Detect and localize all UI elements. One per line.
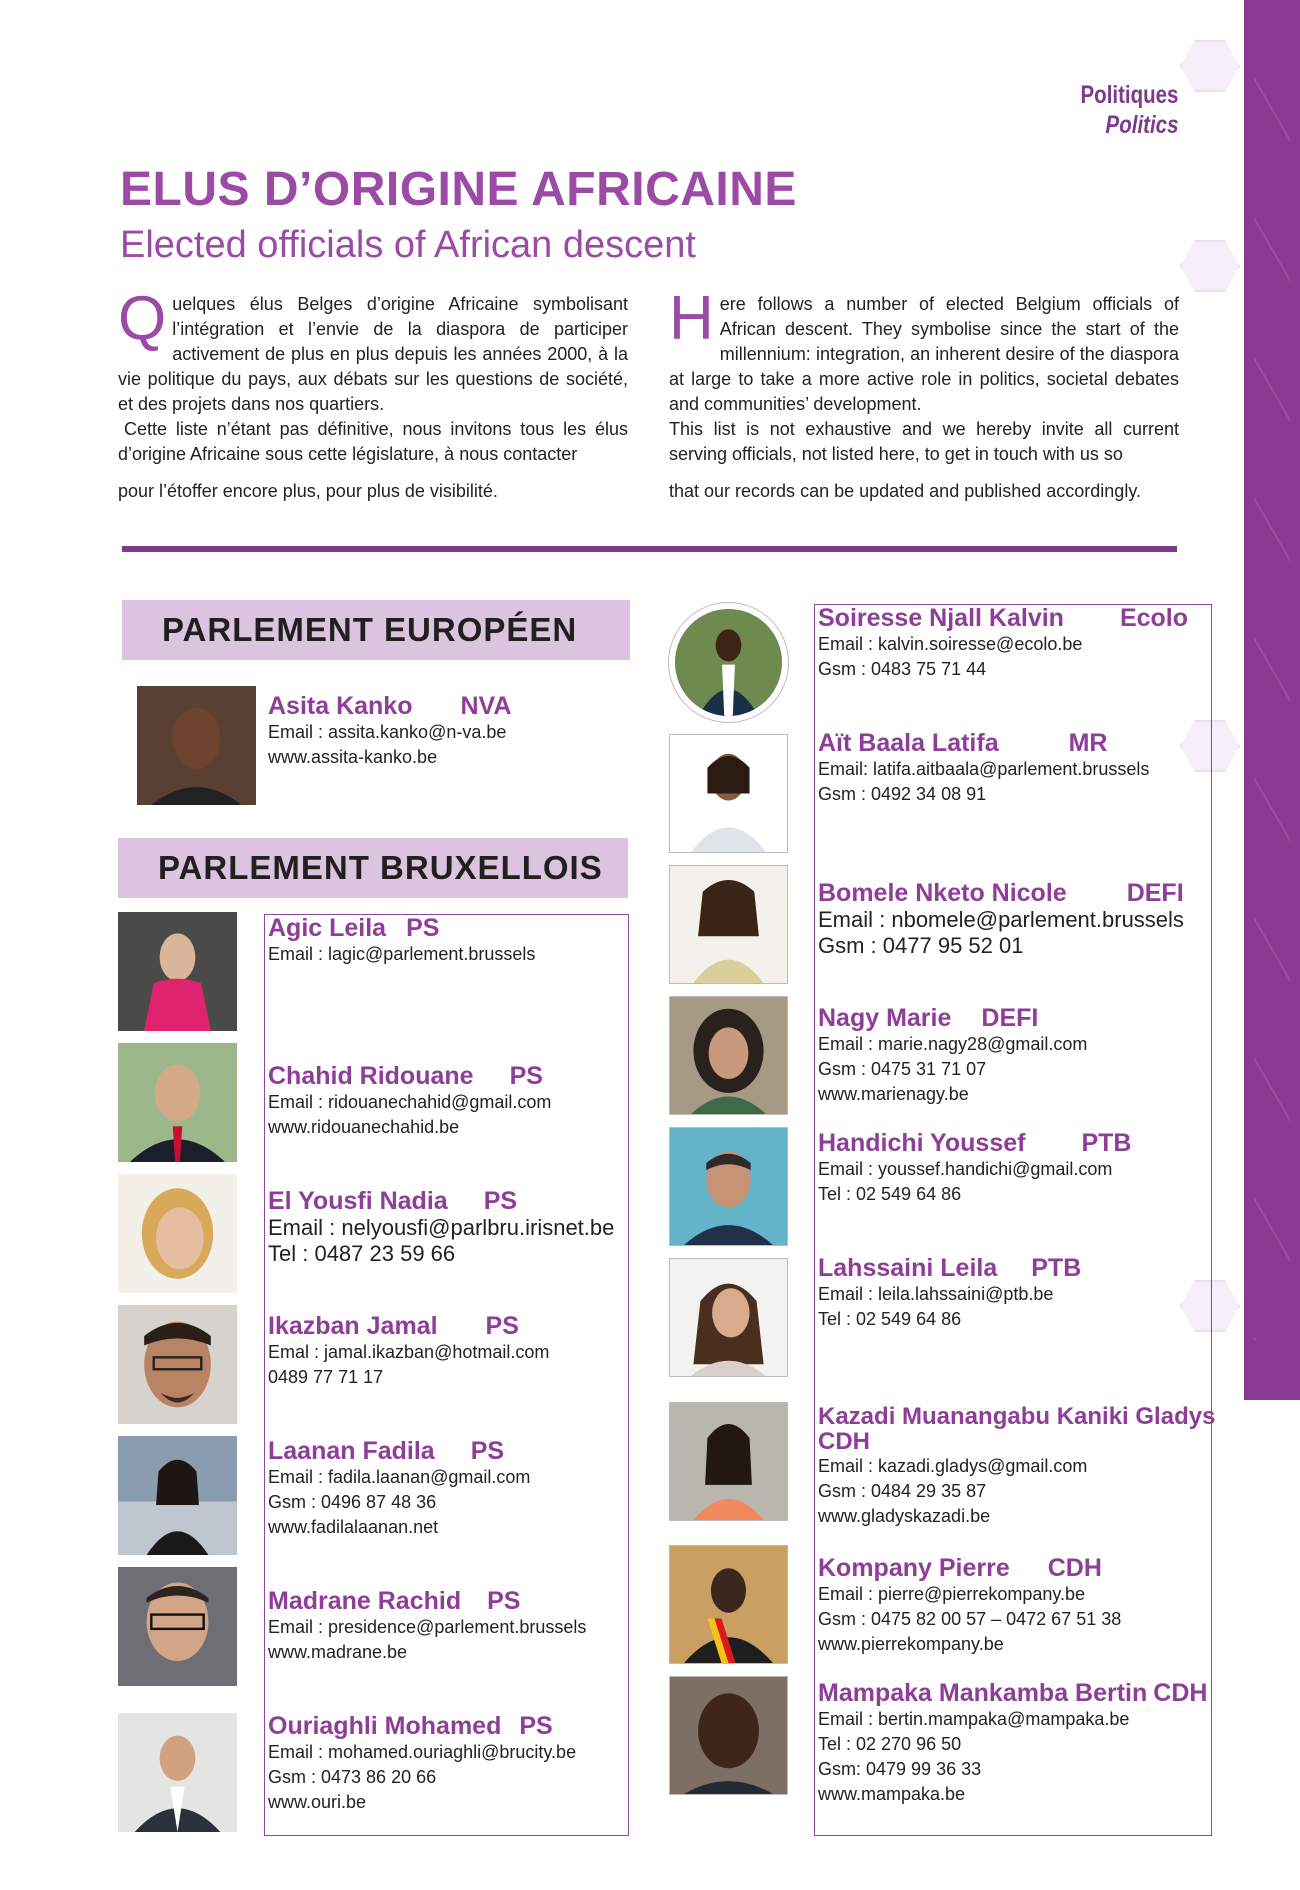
side-decorative-band bbox=[1244, 0, 1300, 1400]
official-entry bbox=[818, 1004, 1087, 1107]
official-name: El Yousfi Nadia PS bbox=[268, 1187, 518, 1215]
contact-email: Email : leila.lahssaini@ptb.be bbox=[818, 1284, 1054, 1304]
contact-phone: Gsm : 0496 87 48 36 bbox=[268, 1492, 437, 1512]
official-name: Agic Leila PS bbox=[268, 914, 440, 942]
portrait-photo bbox=[137, 686, 256, 805]
official-entry bbox=[268, 1437, 530, 1540]
contact-website: www.ridouanechahid.be bbox=[268, 1117, 460, 1137]
page-title: ELUS D’ORIGINE AFRICAINE bbox=[120, 163, 797, 216]
contact-phone: 0489 77 71 17 bbox=[268, 1367, 384, 1387]
contact-phone: Gsm : 0475 82 00 57 – 0472 67 51 38 bbox=[818, 1609, 1122, 1629]
contact-email: Email : marie.nagy28@gmail.com bbox=[818, 1034, 1088, 1054]
section-tag bbox=[1080, 80, 1178, 140]
contact-website: www.madrane.be bbox=[268, 1642, 408, 1662]
party-label: Ecolo bbox=[1119, 604, 1189, 632]
intro-paragraph: Cette liste n’étant pas définitive, nous invitons tous les élus d’origine Africaine sous cette législature, à nous contacter bbox=[118, 419, 628, 464]
contact-email: Email : youssef.handichi@gmail.com bbox=[818, 1159, 1113, 1179]
portrait-photo bbox=[669, 1545, 788, 1664]
official-name: Aït Baala Latifa MR bbox=[818, 729, 1108, 757]
section-tag-fr: Politiques bbox=[1080, 81, 1178, 109]
intro-paragraph: This list is not exhaustive and we hereby invite all current serving officials, not listed here, to get in touch with us so bbox=[669, 419, 1179, 464]
official-name: Kompany Pierre CDH bbox=[818, 1554, 1102, 1582]
official-name: Ikazban Jamal PS bbox=[268, 1312, 519, 1340]
official-entry bbox=[268, 1312, 549, 1390]
portrait-photo bbox=[118, 1305, 237, 1424]
official-entry bbox=[818, 879, 1184, 959]
official-name: Bomele Nketo Nicole DEFI bbox=[818, 879, 1184, 907]
party-label: PS bbox=[406, 914, 440, 942]
intro-paragraph: pour l’étoffer encore plus, pour plus de visibilité. bbox=[118, 481, 498, 501]
party-label: PS bbox=[470, 1437, 505, 1465]
party-label: PS bbox=[519, 1712, 553, 1740]
official-name: Soiresse Njall Kalvin Ecolo bbox=[818, 604, 1189, 632]
contact-website: www.assita-kanko.be bbox=[268, 747, 438, 767]
section-divider bbox=[122, 546, 1177, 552]
portrait-photo bbox=[669, 734, 788, 853]
official-entry bbox=[268, 1587, 586, 1665]
contact-phone: Gsm : 0483 75 71 44 bbox=[818, 659, 987, 679]
band-brussels-parliament: PARLEMENT BRUXELLOIS bbox=[118, 838, 628, 898]
contact-phone: Gsm: 0479 99 36 33 bbox=[818, 1759, 982, 1779]
hexagon-decoration bbox=[1180, 240, 1240, 292]
intro-paragraph: that our records can be updated and published accordingly. bbox=[669, 481, 1141, 501]
party-label: DEFI bbox=[981, 1004, 1039, 1032]
contact-website: www.ouri.be bbox=[268, 1792, 367, 1812]
portrait-photo bbox=[669, 1258, 788, 1377]
official-entry bbox=[818, 1404, 1215, 1529]
official-entry bbox=[818, 1129, 1131, 1207]
portrait-photo bbox=[669, 603, 788, 722]
official-entry bbox=[268, 1187, 614, 1267]
portrait-photo bbox=[669, 996, 788, 1115]
intro-paragraph: ere follows a number of elected Belgium officials of African descent. They symbolise since the start of the millennium: integration, an inherent desire of the diaspora at large to take a more active role in politics, societal debates and communities’ development. bbox=[669, 294, 1179, 414]
contact-website: www.fadilalaanan.net bbox=[268, 1517, 439, 1537]
hexagon-decoration bbox=[1180, 40, 1240, 92]
official-name: Asita Kanko NVA bbox=[268, 692, 512, 720]
contact-email: Email : nbomele@parlement.brussels bbox=[818, 907, 1184, 932]
intro-paragraph: uelques élus Belges d’origine Africaine symbolisant l’intégration et l’envie de la diaspora de participer activement de plus en plus depuis les années 2000, à la vie politique du pays, aux débats sur les questions de société, et des projets dans nos quartiers. bbox=[118, 294, 628, 414]
contact-email: Email : ridouanechahid@gmail.com bbox=[268, 1092, 552, 1112]
portrait-photo bbox=[118, 1174, 237, 1293]
portrait-photo bbox=[669, 865, 788, 984]
official-name: Ouriaghli Mohamed PS bbox=[268, 1712, 553, 1740]
official-name: Kazadi Muanangabu Kaniki Gladys CDH bbox=[818, 1403, 1216, 1455]
party-label: CDH bbox=[1047, 1554, 1102, 1582]
contact-email: Email : fadila.laanan@gmail.com bbox=[268, 1467, 531, 1487]
dropcap-q: Q bbox=[118, 284, 167, 353]
dropcap-h: H bbox=[669, 284, 714, 353]
intro-english bbox=[669, 284, 1179, 504]
party-label: NVA bbox=[460, 692, 512, 720]
contact-email: Email : presidence@parlement.brussels bbox=[268, 1617, 587, 1637]
party-label: PS bbox=[487, 1587, 521, 1615]
contact-email: Email : kalvin.soiresse@ecolo.be bbox=[818, 634, 1083, 654]
contact-phone: Tel : 02 549 64 86 bbox=[818, 1184, 962, 1204]
contact-email: Email : bertin.mampaka@mampaka.be bbox=[818, 1709, 1130, 1729]
page-subtitle: Elected officials of African descent bbox=[120, 224, 696, 266]
party-label: PS bbox=[483, 1187, 518, 1215]
intro-french bbox=[118, 284, 628, 504]
party-label: MR bbox=[1068, 729, 1108, 757]
portrait-photo bbox=[669, 1127, 788, 1246]
portrait-photo bbox=[118, 1713, 237, 1832]
official-name: Mampaka Mankamba Bertin CDH bbox=[818, 1679, 1208, 1707]
section-tag-en: Politics bbox=[1105, 111, 1178, 139]
party-label: CDH bbox=[818, 1428, 870, 1455]
portrait-photo bbox=[118, 1043, 237, 1162]
portrait-photo bbox=[669, 1402, 788, 1521]
party-label: CDH bbox=[1153, 1679, 1208, 1707]
party-label: DEFI bbox=[1126, 879, 1184, 907]
official-entry bbox=[818, 1679, 1207, 1807]
portrait-photo bbox=[669, 1676, 788, 1795]
contact-email: Email : assita.kanko@n-va.be bbox=[268, 722, 507, 742]
official-name: Madrane Rachid PS bbox=[268, 1587, 521, 1615]
contact-phone: Tel : 0487 23 59 66 bbox=[268, 1241, 456, 1266]
official-entry bbox=[818, 1554, 1121, 1657]
official-entry bbox=[818, 1254, 1081, 1332]
contact-website: www.marienagy.be bbox=[818, 1084, 969, 1104]
contact-email: Email : nelyousfi@parlbru.irisnet.be bbox=[268, 1215, 615, 1240]
official-name: Laanan Fadila PS bbox=[268, 1437, 505, 1465]
official-entry bbox=[268, 1712, 576, 1815]
official-entry bbox=[268, 1062, 551, 1140]
party-label: PTB bbox=[1031, 1254, 1082, 1282]
official-name: Nagy Marie DEFI bbox=[818, 1004, 1039, 1032]
contact-phone: Gsm : 0484 29 35 87 bbox=[818, 1481, 987, 1501]
contact-phone: Gsm : 0477 95 52 01 bbox=[818, 933, 1024, 958]
official-name: Handichi Youssef PTB bbox=[818, 1129, 1132, 1157]
contact-phone: Tel : 02 270 96 50 bbox=[818, 1734, 962, 1754]
official-entry bbox=[268, 914, 535, 967]
contact-email: Emal : jamal.ikazban@hotmail.com bbox=[268, 1342, 550, 1362]
party-label: PS bbox=[509, 1062, 543, 1090]
contact-email: Email : lagic@parlement.brussels bbox=[268, 944, 536, 964]
contact-email: Email: latifa.aitbaala@parlement.brussels bbox=[818, 759, 1150, 779]
contact-phone: Tel : 02 549 64 86 bbox=[818, 1309, 962, 1329]
contact-email: Email : kazadi.gladys@gmail.com bbox=[818, 1456, 1088, 1476]
contact-website: www.pierrekompany.be bbox=[818, 1634, 1004, 1654]
portrait-photo bbox=[118, 1567, 237, 1686]
portrait-photo bbox=[118, 1436, 237, 1555]
contact-website: www.mampaka.be bbox=[818, 1784, 966, 1804]
official-entry bbox=[818, 729, 1149, 807]
contact-email: Email : pierre@pierrekompany.be bbox=[818, 1584, 1086, 1604]
official-name: Lahssaini Leila PTB bbox=[818, 1254, 1082, 1282]
contact-website: www.gladyskazadi.be bbox=[818, 1506, 991, 1526]
band-european-parliament: PARLEMENT EUROPÉEN bbox=[122, 600, 630, 660]
contact-phone: Gsm : 0492 34 08 91 bbox=[818, 784, 987, 804]
party-label: PS bbox=[485, 1312, 519, 1340]
contact-email: Email : mohamed.ouriaghli@brucity.be bbox=[268, 1742, 577, 1762]
official-entry bbox=[818, 604, 1188, 682]
contact-phone: Gsm : 0473 86 20 66 bbox=[268, 1767, 437, 1787]
portrait-photo bbox=[118, 912, 237, 1031]
official-entry bbox=[268, 692, 511, 770]
party-label: PTB bbox=[1081, 1129, 1132, 1157]
official-name: Chahid Ridouane PS bbox=[268, 1062, 543, 1090]
contact-phone: Gsm : 0475 31 71 07 bbox=[818, 1059, 987, 1079]
